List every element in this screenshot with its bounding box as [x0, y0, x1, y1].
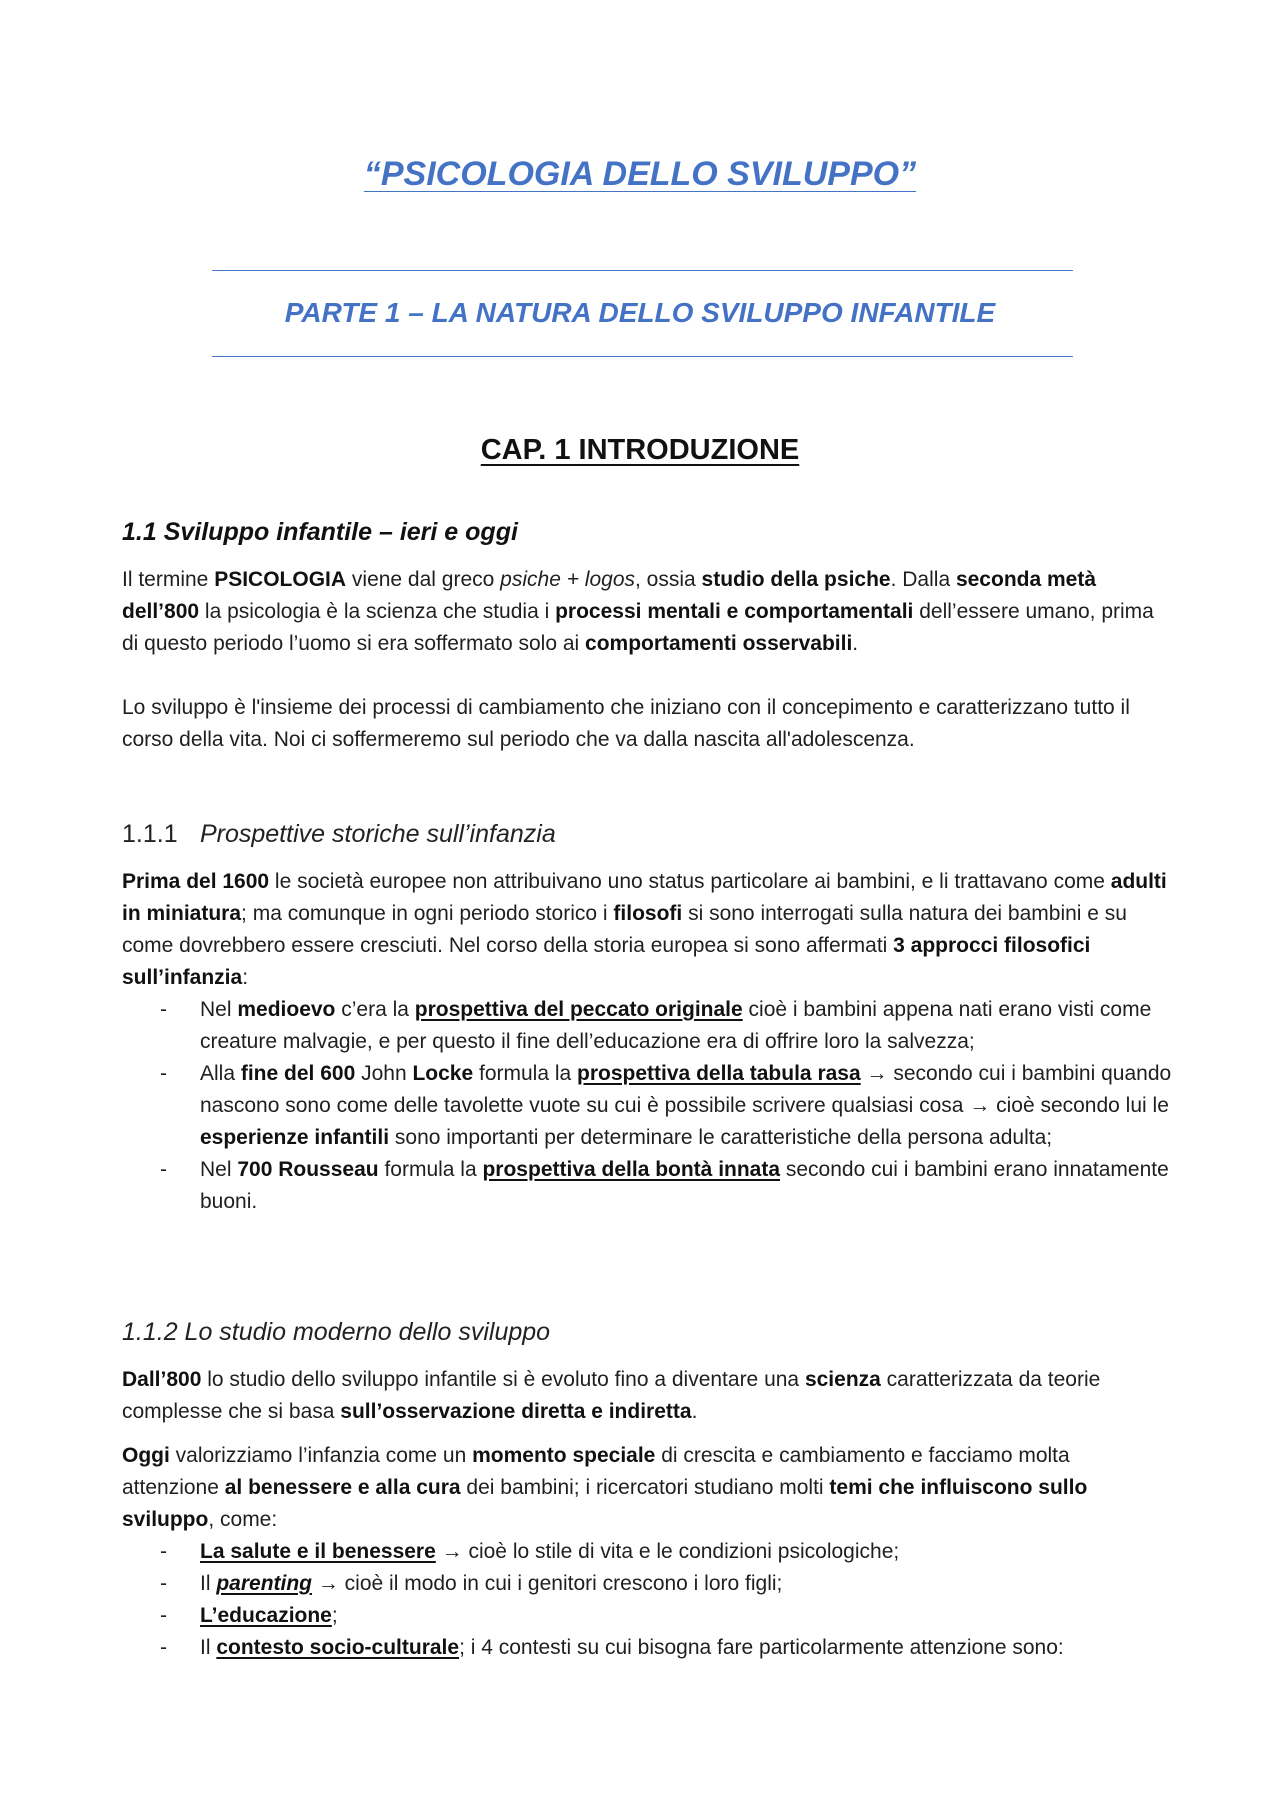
approcci-list: [122, 994, 1172, 1218]
list-item: - Alla fine del 600 John Locke formula la prospettiva della tabula rasa → secondo cui i bambini quando nascono sono come delle tavolette vuote su cui è possibile scrivere qualsiasi cosa → cioè secondo lui le esperienze infantili sono importanti per determinare le caratteristiche della persona adulta;: [160, 1062, 1172, 1149]
paragraph-studio-moderno: Dall’800 lo studio dello sviluppo infantile si è evoluto fino a diventare una scienza caratterizzata da teorie complesse che si basa sull’osservazione diretta e indiretta.: [122, 1368, 1101, 1423]
document-title: “PSICOLOGIA DELLO SVILUPPO”: [363, 155, 917, 193]
part-title: PARTE 1 – LA NATURA DELLO SVILUPPO INFANTILE: [284, 297, 996, 328]
paragraph-prospettive: Prima del 1600 le società europee non attribuivano uno status particolare ai bambini, e li trattavano come adulti in miniatura; ma comunque in ogni periodo storico i filosofi si sono interrogati sulla natura dei bambini e su come dovrebbero essere cresciuti. Nel corso della storia europea si sono affermati 3 approcci filosofici sull’infanzia: - Nel medioevo c’era la prospettiva del peccato originale cioè i bambini appena nati erano visti come creature malvagie, e per questo il fine dell’educazione era di offrire loro la salvezza; - Alla fine del 600 John Locke formula la prospettiva della tabula rasa → secondo cui i bambini quando nascono sono come delle tavolette vuote su cui è possibile scrivere qualsiasi cosa → cioè secondo lui le esperienze infantili sono importanti per determinare le caratteristiche della persona adulta; - Nel 700 Rousseau formula la prospettiva della bontà innata secondo cui i bambini erano innatamente buoni.: [122, 866, 1172, 1218]
section-heading-1-1: 1.1 Sviluppo infantile – ieri e oggi: [122, 518, 518, 546]
list-item: - Il contesto socio-culturale; i 4 contesti su cui bisogna fare particolarmente attenzione sono:: [160, 1636, 1064, 1659]
list-item: - La salute e il benessere → cioè lo stile di vita e le condizioni psicologiche;: [160, 1540, 900, 1563]
paragraph-psicologia: Il termine PSICOLOGIA viene dal greco psiche + logos, ossia studio della psiche. Dalla seconda metà dell’800 la psicologia è la scienza che studia i processi mentali e comportamentali dell’essere umano, prima di questo periodo l’uomo si era soffermato solo ai comportamenti osservabili.: [122, 568, 1154, 655]
list-item: - Il parenting → cioè il modo in cui i genitori crescono i loro figli;: [160, 1572, 783, 1595]
list-item: - Nel medioevo c’era la prospettiva del peccato originale cioè i bambini appena nati erano visti come creature malvagie, e per questo il fine dell’educazione era di offrire loro la salvezza;: [160, 998, 1152, 1053]
paragraph-oggi: Oggi valorizziamo l’infanzia come un momento speciale di crescita e cambiamento e facciamo molta attenzione al benessere e alla cura dei bambini; i ricercatori studiano molti temi che influiscono sullo sviluppo, come: - La salute e il benessere → cioè lo stile di vita e le condizioni psicologiche; - Il parenting → cioè il modo in cui i genitori crescono i loro figli; - L’educazione; - Il contesto socio-culturale; i 4 contesti su cui bisogna fare particolarmente attenzione sono:: [122, 1440, 1172, 1664]
chapter-title: CAP. 1 INTRODUZIONE: [480, 434, 800, 466]
title-rule-bottom: [212, 356, 1073, 357]
list-item: - L’educazione;: [160, 1604, 338, 1627]
section-heading-1-1-1: 1.1.1 Prospettive storiche sull’infanzia: [122, 820, 556, 848]
paragraph-sviluppo: Lo sviluppo è l'insieme dei processi di cambiamento che iniziano con il concepimento e caratterizzano tutto il corso della vita. Noi ci soffermeremo sul periodo che va dalla nascita all'adolescenza.: [122, 696, 1130, 751]
title-rule-top: [212, 270, 1073, 271]
temi-list: [122, 1536, 1172, 1664]
list-item: - Nel 700 Rousseau formula la prospettiva della bontà innata secondo cui i bambini erano innatamente buoni.: [160, 1158, 1169, 1213]
section-heading-1-1-2: 1.1.2 Lo studio moderno dello sviluppo: [122, 1318, 551, 1346]
